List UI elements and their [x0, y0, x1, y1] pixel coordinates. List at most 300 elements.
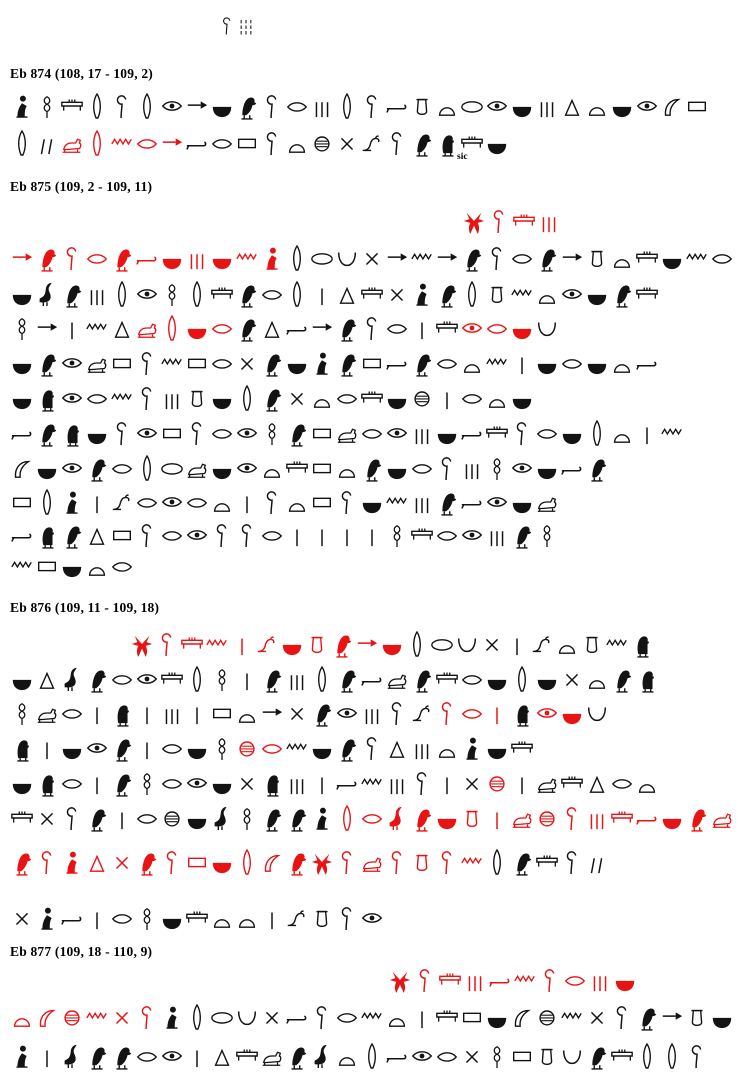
hieroglyph-o-icon: [563, 964, 587, 996]
hieroglyph-i-icon: [185, 1040, 209, 1072]
glyph-run-red: [60, 127, 185, 159]
hieroglyph-k-icon: [235, 1040, 259, 1072]
hieroglyph-T-icon: [35, 663, 59, 695]
glyph-run-black: [535, 312, 560, 344]
hieroglyph-b-icon: [260, 382, 284, 414]
hieroglyph-p-icon: [185, 347, 209, 379]
glyph-run-black: [10, 519, 560, 551]
eb-875-line-7: [10, 415, 685, 449]
hieroglyph-w-icon: [110, 382, 134, 414]
hieroglyph-n-icon: [210, 902, 234, 934]
hieroglyph-w-icon: [85, 1001, 109, 1033]
hieroglyph-i-icon: [505, 628, 529, 660]
page-number-glyphs: [218, 12, 256, 39]
hieroglyph-q-icon: [430, 628, 454, 660]
hieroglyph-n-icon: [435, 90, 459, 122]
hieroglyph-T-icon: [385, 732, 409, 764]
hieroglyph-w-icon: [605, 628, 629, 660]
hieroglyph-e-icon: [460, 312, 484, 344]
hieroglyph-a-icon: [60, 902, 84, 934]
hieroglyph-b-icon: [335, 663, 359, 695]
hieroglyph-u-icon: [310, 732, 334, 764]
hieroglyph-c-icon: [360, 90, 384, 122]
hieroglyph-n-icon: [485, 382, 509, 414]
hieroglyph-g-icon: [35, 278, 59, 310]
hieroglyph-c-icon: [410, 767, 434, 799]
hieroglyph-c-icon: [360, 732, 384, 764]
hieroglyph-c-icon: [435, 452, 459, 484]
hieroglyph-L-icon: [385, 519, 409, 551]
hieroglyph-e-icon: [235, 452, 259, 484]
hieroglyph-b-icon: [110, 767, 134, 799]
hieroglyph-t-icon: [588, 964, 612, 996]
hieroglyph-c-icon: [335, 486, 359, 518]
hieroglyph-k-icon: [635, 278, 659, 310]
hieroglyph-d-icon: [535, 1001, 559, 1033]
hieroglyph-u-icon: [10, 347, 34, 379]
hieroglyph-b-icon: [260, 347, 284, 379]
hieroglyph-c-icon: [185, 417, 209, 449]
hieroglyph-t-icon: [285, 663, 309, 695]
hieroglyph-n-icon: [585, 663, 609, 695]
hieroglyph-c-icon: [385, 127, 409, 159]
hieroglyph-o-icon: [260, 519, 284, 551]
eb-875-line-5: [10, 345, 660, 379]
hieroglyph-b-icon: [85, 452, 109, 484]
glyph-run-black: [285, 242, 735, 274]
hieroglyph-u-icon: [485, 1001, 509, 1033]
hieroglyph-u-icon: [385, 382, 409, 414]
hieroglyph-t-icon: [160, 697, 184, 729]
hieroglyph-L-icon: [10, 697, 34, 729]
hieroglyph-b-icon: [435, 278, 459, 310]
hieroglyph-n-icon: [260, 452, 284, 484]
hieroglyph-k-icon: [60, 90, 84, 122]
hieroglyph-p-icon: [235, 127, 259, 159]
hieroglyph-u-icon: [85, 417, 109, 449]
hieroglyph-k-icon: [610, 1040, 634, 1072]
hieroglyph-i-icon: [285, 519, 309, 551]
section-header-eb-874: Eb 874 (108, 17 - 109, 2): [10, 66, 153, 81]
glyph-run-black: [10, 550, 135, 582]
hieroglyph-U-icon: [585, 697, 609, 729]
hieroglyph-T-icon: [585, 767, 609, 799]
hieroglyph-v-icon: [110, 486, 134, 518]
hieroglyph-u-icon: [613, 964, 637, 996]
hieroglyph-u-icon: [210, 90, 234, 122]
hieroglyph-U-icon: [335, 242, 359, 274]
hieroglyph-v-icon: [360, 127, 384, 159]
glyph-run-black: [510, 767, 660, 799]
hieroglyph-k-icon: [360, 382, 384, 414]
eb-875-line-6: [10, 380, 535, 414]
hieroglyph-c-icon: [335, 902, 359, 934]
hieroglyph-b-icon: [285, 802, 309, 834]
hieroglyph-d-icon: [60, 1001, 84, 1033]
hieroglyph-c-icon: [160, 846, 184, 878]
hieroglyph-b-icon: [110, 732, 134, 764]
hieroglyph-l-icon: [135, 312, 159, 344]
hieroglyph-b-icon: [60, 519, 84, 551]
hieroglyph-p-icon: [685, 90, 709, 122]
hieroglyph-w-icon: [460, 846, 484, 878]
hieroglyph-b-icon: [260, 802, 284, 834]
hieroglyph-i-icon: [110, 802, 134, 834]
hieroglyph-e-icon: [535, 697, 559, 729]
hieroglyph-k-icon: [180, 628, 204, 660]
eb-875-line-9: [10, 484, 560, 518]
hieroglyph-u-icon: [560, 417, 584, 449]
hieroglyph-u-icon: [10, 382, 34, 414]
eb-875-line-8: [10, 450, 610, 484]
hieroglyph-n-icon: [310, 382, 334, 414]
hieroglyph-k-icon: [535, 846, 559, 878]
hieroglyph-u-icon: [710, 1001, 734, 1033]
glyph-run-black: [10, 417, 685, 449]
hieroglyph-b-icon: [410, 663, 434, 695]
hieroglyph-u-icon: [210, 767, 234, 799]
hieroglyph-a-icon: [360, 663, 384, 695]
hieroglyph-c-icon: [218, 12, 236, 39]
hieroglyph-u-icon: [435, 417, 459, 449]
hieroglyph-b-icon: [235, 312, 259, 344]
hieroglyph-p-icon: [185, 846, 209, 878]
hieroglyph-e-icon: [385, 417, 409, 449]
hieroglyph-b-icon: [335, 347, 359, 379]
hieroglyph-b-icon: [285, 1040, 309, 1072]
hieroglyph-i-icon: [360, 519, 384, 551]
hieroglyph-z-icon: [130, 628, 154, 660]
hieroglyph-l-icon: [85, 347, 109, 379]
hieroglyph-x-icon: [385, 278, 409, 310]
hieroglyph-b-icon: [285, 417, 309, 449]
hieroglyph-d-icon: [160, 802, 184, 834]
hieroglyph-q-icon: [160, 452, 184, 484]
hieroglyph-o-icon: [285, 90, 309, 122]
glyph-run-red: [335, 802, 735, 834]
glyph-run-red: [462, 205, 562, 237]
hieroglyph-r-icon: [285, 242, 309, 274]
hieroglyph-T-icon: [110, 312, 134, 344]
hieroglyph-p-icon: [110, 519, 134, 551]
hieroglyph-w-icon: [160, 347, 184, 379]
hieroglyph-r-icon: [35, 486, 59, 518]
hieroglyph-j-icon: [485, 278, 509, 310]
hieroglyph-u-icon: [485, 732, 509, 764]
hieroglyph-w-icon: [385, 486, 409, 518]
hieroglyph-n-icon: [610, 347, 634, 379]
hieroglyph-j-icon: [580, 628, 604, 660]
hieroglyph-h-icon: [35, 312, 59, 344]
hieroglyph-l-icon: [535, 486, 559, 518]
hieroglyph-l-icon: [535, 767, 559, 799]
hieroglyph-b-icon: [535, 242, 559, 274]
hieroglyph-L-icon: [210, 663, 234, 695]
hieroglyph-v-icon: [530, 628, 554, 660]
hieroglyph-o-icon: [210, 127, 234, 159]
hieroglyph-x-icon: [460, 767, 484, 799]
hieroglyph-o-icon: [210, 312, 234, 344]
hieroglyph-s-icon: [310, 347, 334, 379]
eb-876-line-2: [10, 661, 660, 695]
hieroglyph-o-icon: [535, 417, 559, 449]
hieroglyph-k-icon: [510, 732, 534, 764]
hieroglyph-L-icon: [210, 732, 234, 764]
hieroglyph-r-icon: [510, 663, 534, 695]
glyph-run-red: [485, 767, 510, 799]
hieroglyph-r-icon: [335, 802, 359, 834]
hieroglyph-b-icon: [260, 663, 284, 695]
hieroglyph-o-icon: [135, 1040, 159, 1072]
hieroglyph-u-icon: [210, 452, 234, 484]
hieroglyph-o-icon: [435, 1040, 459, 1072]
hieroglyph-r-icon: [85, 127, 109, 159]
hieroglyph-m-icon: [110, 697, 134, 729]
hieroglyph-e-icon: [560, 278, 584, 310]
hieroglyph-m-icon: [260, 767, 284, 799]
glyph-run-black: [10, 90, 710, 122]
hieroglyph-e-icon: [160, 90, 184, 122]
hieroglyph-e-icon: [60, 347, 84, 379]
hieroglyph-j-icon: [410, 90, 434, 122]
hieroglyph-n-icon: [285, 486, 309, 518]
glyph-run-black: [10, 347, 660, 379]
hieroglyph-k-icon: [635, 242, 659, 274]
hieroglyph-r-icon: [135, 90, 159, 122]
hieroglyph-x-icon: [260, 1001, 284, 1033]
hieroglyph-n-icon: [585, 90, 609, 122]
hieroglyph-b-icon: [510, 846, 534, 878]
hieroglyph-i-icon: [635, 417, 659, 449]
hieroglyph-r-icon: [460, 278, 484, 310]
hieroglyph-o-icon: [260, 278, 284, 310]
hieroglyph-z-icon: [462, 205, 486, 237]
hieroglyph-b-icon: [610, 663, 634, 695]
hieroglyph-c-icon: [135, 1001, 159, 1033]
hieroglyph-u-icon: [360, 486, 384, 518]
hieroglyph-u-icon: [10, 663, 34, 695]
hieroglyph-t-icon: [585, 802, 609, 834]
hieroglyph-r-icon: [285, 278, 309, 310]
hieroglyph-b-icon: [635, 1001, 659, 1033]
hieroglyph-a-icon: [335, 767, 359, 799]
hieroglyph-i-icon: [485, 802, 509, 834]
hieroglyph-s-icon: [460, 732, 484, 764]
eb-876-line-3: [10, 695, 610, 729]
hieroglyph-p-icon: [110, 347, 134, 379]
hieroglyph-o-icon: [385, 312, 409, 344]
hieroglyph-w-icon: [485, 347, 509, 379]
hieroglyph-s-icon: [160, 1001, 184, 1033]
hieroglyph-t-icon: [410, 732, 434, 764]
hieroglyph-x-icon: [460, 1040, 484, 1072]
hieroglyph-n-icon: [285, 127, 309, 159]
hieroglyph-r-icon: [235, 382, 259, 414]
hieroglyph-L-icon: [485, 1040, 509, 1072]
hieroglyph-r-icon: [660, 1040, 684, 1072]
hieroglyph-r-icon: [235, 846, 259, 878]
hieroglyph-i-icon: [435, 382, 459, 414]
hieroglyph-k-icon: [10, 802, 34, 834]
hieroglyph-p-icon: [310, 486, 334, 518]
glyph-run-red: [235, 732, 285, 764]
hieroglyph-r-icon: [405, 628, 429, 660]
hieroglyph-w-icon: [510, 278, 534, 310]
hieroglyph-o-icon: [110, 663, 134, 695]
hieroglyph-w-icon: [10, 550, 34, 582]
hieroglyph-a-icon: [185, 127, 209, 159]
hieroglyph-x-icon: [285, 382, 309, 414]
hieroglyph-o-icon: [185, 486, 209, 518]
hieroglyph-t-icon: [385, 767, 409, 799]
eb-877-line-1: [388, 962, 638, 996]
hieroglyph-m-icon: [35, 767, 59, 799]
hieroglyph-x-icon: [360, 242, 384, 274]
hieroglyph-o-icon: [510, 242, 534, 274]
hieroglyph-r-icon: [10, 127, 34, 159]
hieroglyph-o-icon: [135, 486, 159, 518]
hieroglyph-w-icon: [285, 732, 309, 764]
hieroglyph-r-icon: [485, 846, 509, 878]
hieroglyph-t-icon: [537, 205, 561, 237]
hieroglyph-r-icon: [635, 1040, 659, 1072]
hieroglyph-u-icon: [535, 452, 559, 484]
hieroglyph-i-icon: [310, 519, 334, 551]
eb-876-line-5: [10, 765, 660, 799]
hieroglyph-n-icon: [435, 732, 459, 764]
hieroglyph-v-icon: [255, 628, 279, 660]
eb-876-line-8: [10, 900, 385, 934]
hieroglyph-T-icon: [210, 1040, 234, 1072]
hieroglyph-e-icon: [185, 519, 209, 551]
hieroglyph-j-icon: [685, 1001, 709, 1033]
hieroglyph-k-icon: [435, 312, 459, 344]
hieroglyph-s-icon: [10, 90, 34, 122]
hieroglyph-m-icon: [10, 732, 34, 764]
hieroglyph-i-icon: [435, 767, 459, 799]
hieroglyph-b-icon: [330, 628, 354, 660]
hieroglyph-m-icon: [35, 519, 59, 551]
hieroglyph-a-icon: [560, 452, 584, 484]
glyph-run-black: [10, 732, 235, 764]
hieroglyph-l-icon: [385, 663, 409, 695]
hieroglyph-b-icon: [10, 846, 34, 878]
hieroglyph-f-icon: [510, 1001, 534, 1033]
hieroglyph-a-icon: [460, 486, 484, 518]
hieroglyph-i-icon: [35, 1040, 59, 1072]
glyph-run-black: [185, 127, 510, 159]
hieroglyph-w-icon: [235, 242, 259, 274]
hieroglyph-l-icon: [60, 127, 84, 159]
hieroglyph-n-icon: [235, 902, 259, 934]
hieroglyph-x-icon: [335, 127, 359, 159]
hieroglyph-p-icon: [360, 347, 384, 379]
hieroglyph-k-icon: [438, 964, 462, 996]
hieroglyph-p-icon: [160, 417, 184, 449]
hieroglyph-a-icon: [488, 964, 512, 996]
hieroglyph-9-icon: [237, 12, 255, 39]
hieroglyph-h-icon: [560, 242, 584, 274]
hieroglyph-x-icon: [560, 663, 584, 695]
hieroglyph-k-icon: [460, 127, 484, 159]
hieroglyph-a-icon: [460, 417, 484, 449]
hieroglyph-o-icon: [60, 767, 84, 799]
hieroglyph-k-icon: [512, 205, 536, 237]
hieroglyph-i-icon: [335, 519, 359, 551]
hieroglyph-h-icon: [385, 242, 409, 274]
hieroglyph-r-icon: [185, 663, 209, 695]
hieroglyph-r-icon: [85, 90, 109, 122]
hieroglyph-r-icon: [135, 452, 159, 484]
hieroglyph-k-icon: [160, 663, 184, 695]
glyph-run-black: [10, 452, 610, 484]
hieroglyph-w-icon: [660, 417, 684, 449]
hieroglyph-L-icon: [235, 802, 259, 834]
hieroglyph-e-icon: [410, 1040, 434, 1072]
hieroglyph-c-icon: [610, 1001, 634, 1033]
hieroglyph-L-icon: [160, 278, 184, 310]
hieroglyph-u-icon: [160, 902, 184, 934]
hieroglyph-t-icon: [460, 452, 484, 484]
hieroglyph-n-icon: [460, 347, 484, 379]
hieroglyph-a-icon: [635, 347, 659, 379]
hieroglyph-e-icon: [135, 417, 159, 449]
hieroglyph-t-icon: [485, 519, 509, 551]
hieroglyph-u-icon: [60, 732, 84, 764]
section-header-eb-877: Eb 877 (109, 18 - 110, 9): [10, 944, 153, 959]
glyph-run-black: [285, 732, 535, 764]
hieroglyph-l-icon: [260, 1040, 284, 1072]
hieroglyph-c-icon: [435, 697, 459, 729]
hieroglyph-u-icon: [535, 663, 559, 695]
hieroglyph-n-icon: [535, 278, 559, 310]
hieroglyph-o-icon: [60, 697, 84, 729]
hieroglyph-b-icon: [235, 90, 259, 122]
eb-876-line-7: [10, 844, 610, 878]
hieroglyph-k-icon: [185, 902, 209, 934]
hieroglyph-b-icon: [85, 663, 109, 695]
hieroglyph-v-icon: [285, 902, 309, 934]
hieroglyph-o-icon: [460, 697, 484, 729]
hieroglyph-b-icon: [310, 697, 334, 729]
hieroglyph-L-icon: [135, 767, 159, 799]
hieroglyph-L-icon: [535, 519, 559, 551]
hieroglyph-L-icon: [135, 902, 159, 934]
hieroglyph-i-icon: [135, 697, 159, 729]
hieroglyph-b-icon: [460, 242, 484, 274]
hieroglyph-m-icon: [630, 628, 654, 660]
eb-875-line-4: [10, 310, 560, 344]
hieroglyph-h-icon: [660, 1001, 684, 1033]
hieroglyph-q-icon: [310, 242, 334, 274]
hieroglyph-e-icon: [185, 767, 209, 799]
eb-874-line-2: [10, 125, 510, 159]
hieroglyph-l-icon: [510, 802, 534, 834]
glyph-run-red: [130, 628, 405, 660]
hieroglyph-o-icon: [435, 347, 459, 379]
hieroglyph-k-icon: [435, 663, 459, 695]
hieroglyph-i-icon: [485, 697, 509, 729]
hieroglyph-i-icon: [235, 486, 259, 518]
hieroglyph-f-icon: [35, 1001, 59, 1033]
hieroglyph-t-icon: [285, 767, 309, 799]
hieroglyph-u-icon: [160, 242, 184, 274]
hieroglyph-i-icon: [410, 1001, 434, 1033]
hieroglyph-b-icon: [60, 278, 84, 310]
hieroglyph-b-icon: [35, 347, 59, 379]
hieroglyph-x-icon: [480, 628, 504, 660]
section-header-eb-876: Eb 876 (109, 11 - 109, 18): [10, 600, 160, 615]
